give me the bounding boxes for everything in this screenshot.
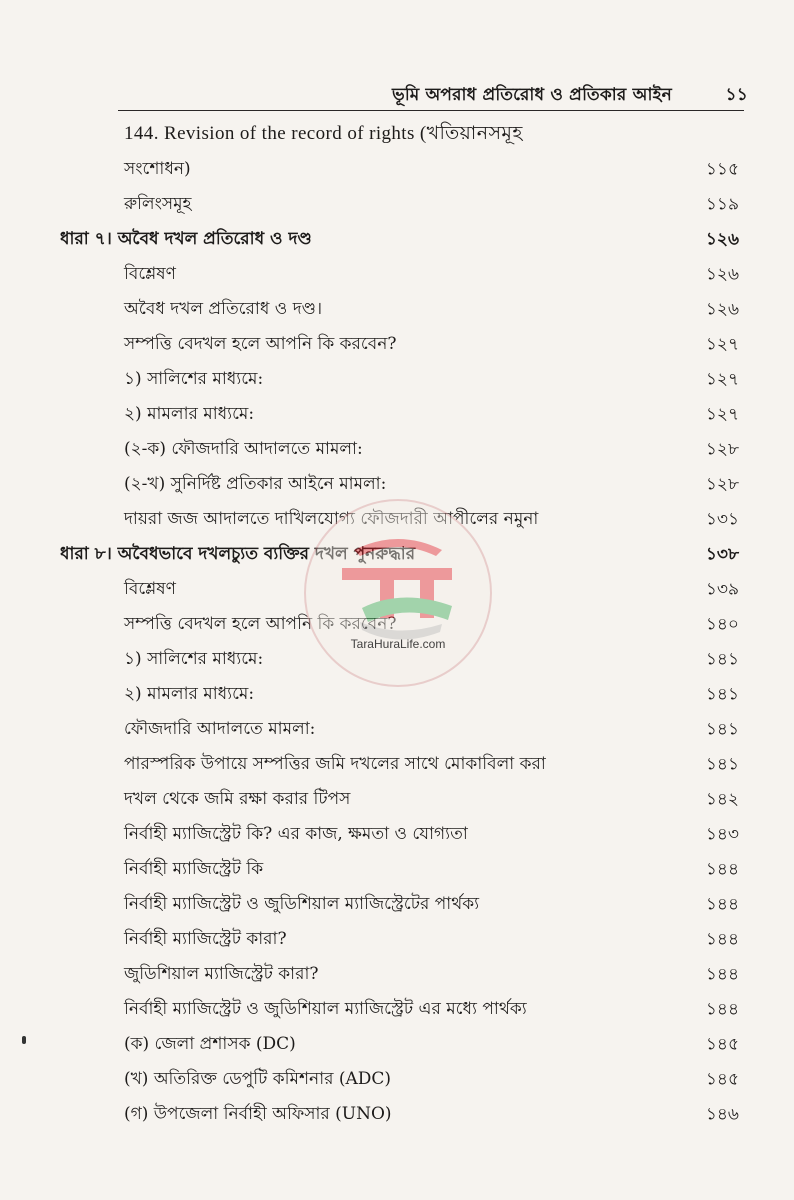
- toc-entry-title: ধারা ৭। অবৈধ দখল প্রতিরোধ ও দণ্ড: [60, 229, 312, 250]
- toc-entry-page: ১২৮: [705, 439, 739, 460]
- toc-entry: [0, 397, 794, 432]
- toc-entry-page: ১৩৯: [705, 579, 739, 600]
- toc-entry-page: ১২৭: [705, 404, 739, 425]
- toc-entry-page: ১৪৪: [705, 894, 739, 915]
- toc-entry: [0, 887, 794, 922]
- toc-entry-page: ১২৮: [705, 474, 739, 495]
- toc-entry-title: (ক) জেলা প্রশাসক (DC): [124, 1034, 296, 1055]
- toc-entry-page: ১১৯: [705, 194, 739, 215]
- toc-entry: [0, 467, 794, 502]
- toc-entry-title: পারস্পরিক উপায়ে সম্পত্তির জমি দখলের সাথে মোকাবিলা করা: [124, 754, 546, 775]
- toc-entry: [0, 992, 794, 1027]
- toc-entry-title: ১) সালিশের মাধ্যমে:: [124, 369, 264, 390]
- toc-entry-page: ১২৭: [705, 334, 739, 355]
- header-title: ভূমি অপরাধ প্রতিরোধ ও প্রতিকার আইন: [392, 85, 672, 105]
- toc-entry-page: ১৪২: [705, 789, 739, 810]
- toc-entry: [0, 957, 794, 992]
- toc-entry-title: (২-খ) সুনির্দিষ্ট প্রতিকার আইনে মামলা:: [124, 474, 387, 495]
- toc-entry-title: সম্পত্তি বেদখল হলে আপনি কি করবেন?: [124, 614, 397, 635]
- toc-entry-page: ১৪১: [705, 719, 739, 740]
- toc-entry-title: নির্বাহী ম্যাজিস্ট্রেট কি? এর কাজ, ক্ষমতা ও যোগ্যতা: [124, 824, 468, 845]
- toc-entry-title: বিশ্লেষণ: [124, 264, 176, 285]
- toc-entry: [0, 257, 794, 292]
- toc-entry: [0, 782, 794, 817]
- toc-entry-page: ১৪৪: [705, 929, 739, 950]
- toc-entry: [0, 677, 794, 712]
- toc-entry-page: ১৪৫: [705, 1034, 739, 1055]
- toc-entry-title: 144. Revision of the record of rights (খতিয়ানসমূহ: [124, 123, 523, 145]
- toc-entry-page: ১৪৫: [705, 1069, 739, 1090]
- toc-entry-page: ১৪১: [705, 754, 739, 775]
- watermark-site: TaraHuraLife.com: [350, 637, 446, 651]
- toc-entry-title: জুডিশিয়াল ম্যাজিস্ট্রেট কারা?: [124, 964, 319, 985]
- toc-entry-page: ১৩৮: [705, 544, 739, 565]
- toc-entry-title: সম্পত্তি বেদখল হলে আপনি কি করবেন?: [124, 334, 397, 355]
- toc-entry: [0, 327, 794, 362]
- toc-entry-page: ১২৬: [705, 229, 739, 250]
- header-page-number: ১১: [725, 85, 748, 105]
- toc-entry-page: ১৪৪: [705, 964, 739, 985]
- toc-entry-page: ১২৬: [705, 264, 739, 285]
- toc-section-heading: [0, 222, 794, 257]
- header-rule: [118, 110, 744, 111]
- toc-entry-title: অবৈধ দখল প্রতিরোধ ও দণ্ড।: [124, 299, 323, 320]
- toc-entry-page: ১৪৬: [705, 1104, 739, 1125]
- toc-entry-page: ১৪০: [705, 614, 739, 635]
- toc-entry: [0, 152, 794, 187]
- toc-entry-page: ১১৫: [705, 159, 739, 180]
- toc-entry: [0, 187, 794, 222]
- toc-entry-title: দখল থেকে জমি রক্ষা করার টিপস: [124, 789, 351, 810]
- toc-entry-page: ১৪৩: [705, 824, 739, 845]
- toc-entry-title: নির্বাহী ম্যাজিস্ট্রেট ও জুডিশিয়াল ম্যাজিস্ট্রেটের পার্থক্য: [124, 894, 480, 915]
- toc-entry: [0, 432, 794, 467]
- toc-entry-title: সংশোধন): [124, 159, 191, 180]
- toc-entry-page: ১৪৪: [705, 999, 739, 1020]
- toc-entry: [0, 817, 794, 852]
- toc-entry: [0, 572, 794, 607]
- toc-entry: [0, 362, 794, 397]
- toc-entry-page: ১৩১: [705, 509, 739, 530]
- toc-entry-page: ১২৬: [705, 299, 739, 320]
- toc-entry: [0, 1027, 794, 1062]
- toc-entry: [0, 852, 794, 887]
- toc-entry-page: ১৪১: [705, 684, 739, 705]
- toc-entry: [0, 1097, 794, 1132]
- toc-entry-title: রুলিংসমূহ: [124, 194, 192, 215]
- toc-entry-title: (২-ক) ফৌজদারি আদালতে মামলা:: [124, 439, 363, 460]
- toc-entry-title: বিশ্লেষণ: [124, 579, 176, 600]
- toc-section-heading: [0, 537, 794, 572]
- toc-entry: [0, 502, 794, 537]
- toc-entry-title: ২) মামলার মাধ্যমে:: [124, 684, 255, 705]
- toc-entry-title: দায়রা জজ আদালতে দাখিলযোগ্য ফৌজদারী আপীলের নমুনা: [124, 509, 539, 530]
- toc-entry-title: নির্বাহী ম্যাজিস্ট্রেট ও জুডিশিয়াল ম্যাজিস্ট্রেট এর মধ্যে পার্থক্য: [124, 999, 527, 1020]
- running-header: [392, 82, 748, 110]
- toc-entry: [0, 747, 794, 782]
- toc-entry-title: ১) সালিশের মাধ্যমে:: [124, 649, 264, 670]
- toc-entry: [0, 922, 794, 957]
- toc-entry-title: ২) মামলার মাধ্যমে:: [124, 404, 255, 425]
- toc-entry-title: (গ) উপজেলা নির্বাহী অফিসার (UNO): [124, 1104, 392, 1125]
- toc-entry-title: (খ) অতিরিক্ত ডেপুটি কমিশনার (ADC): [124, 1069, 392, 1090]
- toc-entry-title: ধারা ৮। অবৈধভাবে দখলচ্যুত ব্যক্তির দখল পুনরুদ্ধার: [60, 544, 416, 565]
- toc-entry: [0, 1062, 794, 1097]
- toc-entry: [0, 712, 794, 747]
- toc-entry: [0, 117, 794, 152]
- toc-entry-title: ফৌজদারি আদালতে মামলা:: [124, 719, 316, 740]
- toc-entry-page: ১৪৪: [705, 859, 739, 880]
- table-of-contents: [0, 117, 794, 1132]
- paper-speck: [22, 1036, 26, 1044]
- toc-entry: [0, 292, 794, 327]
- toc-entry-page: ১২৭: [705, 369, 739, 390]
- toc-entry-page: ১৪১: [705, 649, 739, 670]
- toc-entry-title: নির্বাহী ম্যাজিস্ট্রেট কারা?: [124, 929, 287, 950]
- toc-entry-title: নির্বাহী ম্যাজিস্ট্রেট কি: [124, 859, 264, 880]
